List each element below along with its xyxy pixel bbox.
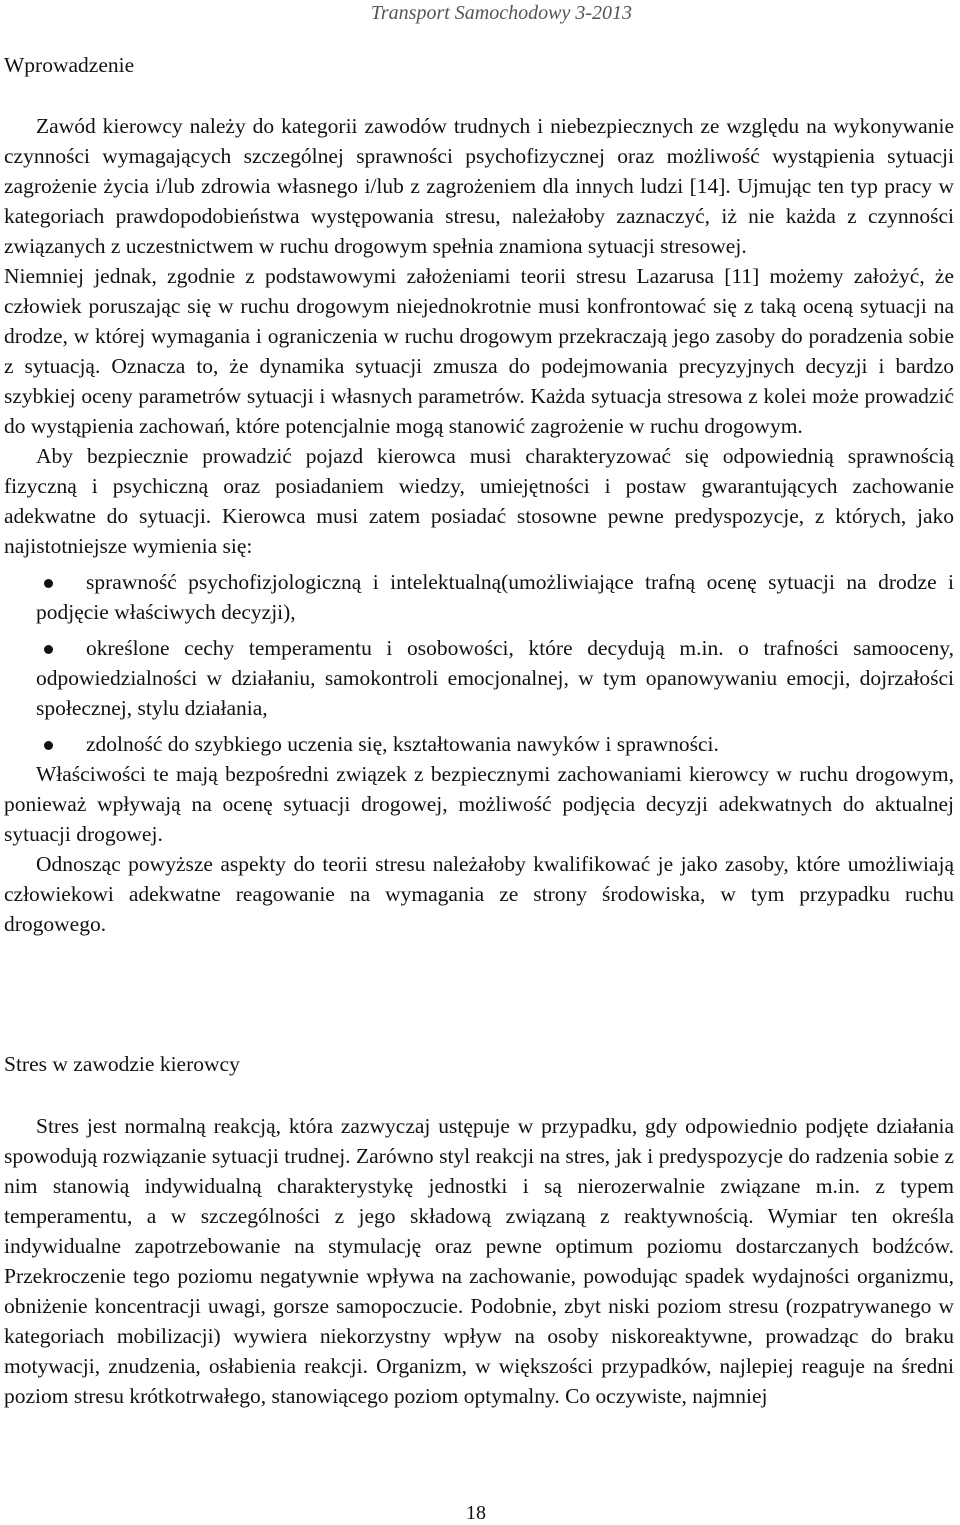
running-header: Transport Samochodowy 3-2013 <box>370 2 632 24</box>
list-item <box>4 729 954 759</box>
paragraph: Zawód kierowcy należy do kategorii zawodów trudnych i niebezpiecznych ze względu na wykonywanie czynności wymagających szczególnej sprawności psychofizycznej oraz możliwość wystąpienia sytuacji zagrożenie życia i/lub zdrowia własnego i/lub z zagrożeniem dla innych ludzi [14]. Ujmując ten typ pracy w kategoriach prawdopodobieństwa występowania stresu, należałoby zaznaczyć, iż nie każda z czynności związanych z uczestnictwem w ruchu drogowym spełnia znamiona sytuacji stresowej. <box>4 114 954 258</box>
bullet-icon <box>44 645 53 654</box>
section-heading-introduction: Wprowadzenie <box>4 53 135 77</box>
section-heading-driver-stress: Stres w zawodzie kierowcy <box>4 1052 240 1076</box>
paragraph: Odnosząc powyższe aspekty do teorii stresu należałoby kwalifikować je jako zasoby, które umożliwiają człowiekowi adekwatne reagowanie na wymagania ze strony środowiska, w tym przypadku ruchu drogowego. <box>4 852 954 936</box>
paragraph: Aby bezpiecznie prowadzić pojazd kierowca musi charakteryzować się odpowiednią sprawnością fizyczną i psychiczną oraz posiadaniem wiedzy, umiejętności i postaw gwarantujących zachowanie adekwatne do sytuacji. Kierowca musi zatem posiadać stosowne pewne predyspozycje, z których, jako najistotniejsze wymienia się: <box>4 444 954 558</box>
driver-stress-body <box>4 1111 954 1411</box>
list-item <box>4 567 954 627</box>
paragraph: Właściwości te mają bezpośredni związek z bezpiecznymi zachowaniami kierowcy w ruchu drogowym, ponieważ wpływają na ocenę sytuacji drogowej, możliwość podjęcia decyzji adekwatnych do aktualnej sytuacji drogowej. <box>4 762 954 846</box>
list-item <box>4 633 954 723</box>
list-item-text: sprawność psychofizjologiczną i intelektualną(umożliwiające trafną ocenę sytuacji na drodze i podjęcie właściwych decyzji), <box>36 570 954 624</box>
page-number: 18 <box>466 1502 486 1524</box>
paragraph: Stres jest normalną reakcją, która zazwyczaj ustępuje w przypadku, gdy odpowiednio podjęte działania spowodują rozwiązanie sytuacji trudnej. Zarówno styl reakcji na stres, jak i predyspozycje do radzenia sobie z nim stanowią indywidualną charakterystykę jednostki i są nierozerwalnie związane m.in. z typem temperamentu, a w szczególności z jego składową związaną z reaktywnością. Wymiar ten określa indywidualne zapotrzebowanie na stymulację oraz pewne optimum poziomu dostarczanych bodźców. Przekroczenie tego poziomu negatywnie wpływa na zachowanie, powodując spadek wydajności organizmu, obniżenie koncentracji uwagi, gorsze samopoczucie. Podobnie, zbyt niski poziom stresu (rozpatrywanego w kategoriach mobilizacji) wywiera niekorzystny wpływ na osoby niskoreaktywne, prowadząc do braku motywacji, znudzenia, osłabienia reakcji. Organizm, w większości przypadków, najlepiej reaguje na średni poziom stresu krótkotrwałego, stanowiącego poziom optymalny. Co oczywiste, najmniej <box>4 1114 954 1408</box>
list-item-text: zdolność do szybkiego uczenia się, kształtowania nawyków i sprawności. <box>86 732 719 756</box>
bullet-icon <box>44 579 53 588</box>
predispositions-list <box>4 567 954 759</box>
introduction-body <box>4 111 954 939</box>
paragraph: Niemniej jednak, zgodnie z podstawowymi założeniami teorii stresu Lazarusa [11] możemy założyć, że człowiek poruszając się w ruchu drogowym niejednokrotnie musi konfrontować się z taką oceną sytuacji na drodze, w której wymagania i ograniczenia w ruchu drogowym przekraczają jego zasoby do poradzenia sobie z sytuacją. Oznacza to, że dynamika sytuacji zmusza do podejmowania precyzyjnych decyzji i bardzo szybkiej oceny parametrów sytuacji i własnych parametrów. Każda sytuacja stresowa z kolei może prowadzić do wystąpienia zachowań, które potencjalnie mogą stanowić zagrożenie w ruchu drogowym. <box>4 264 954 438</box>
list-item-text: określone cechy temperamentu i osobowości, które decydują m.in. o trafności samooceny, odpowiedzialności w działaniu, samokontroli emocjonalnej, w tym opanowywaniu emocji, dojrzałości społecznej, stylu działania, <box>36 636 954 720</box>
bullet-icon <box>44 741 53 750</box>
